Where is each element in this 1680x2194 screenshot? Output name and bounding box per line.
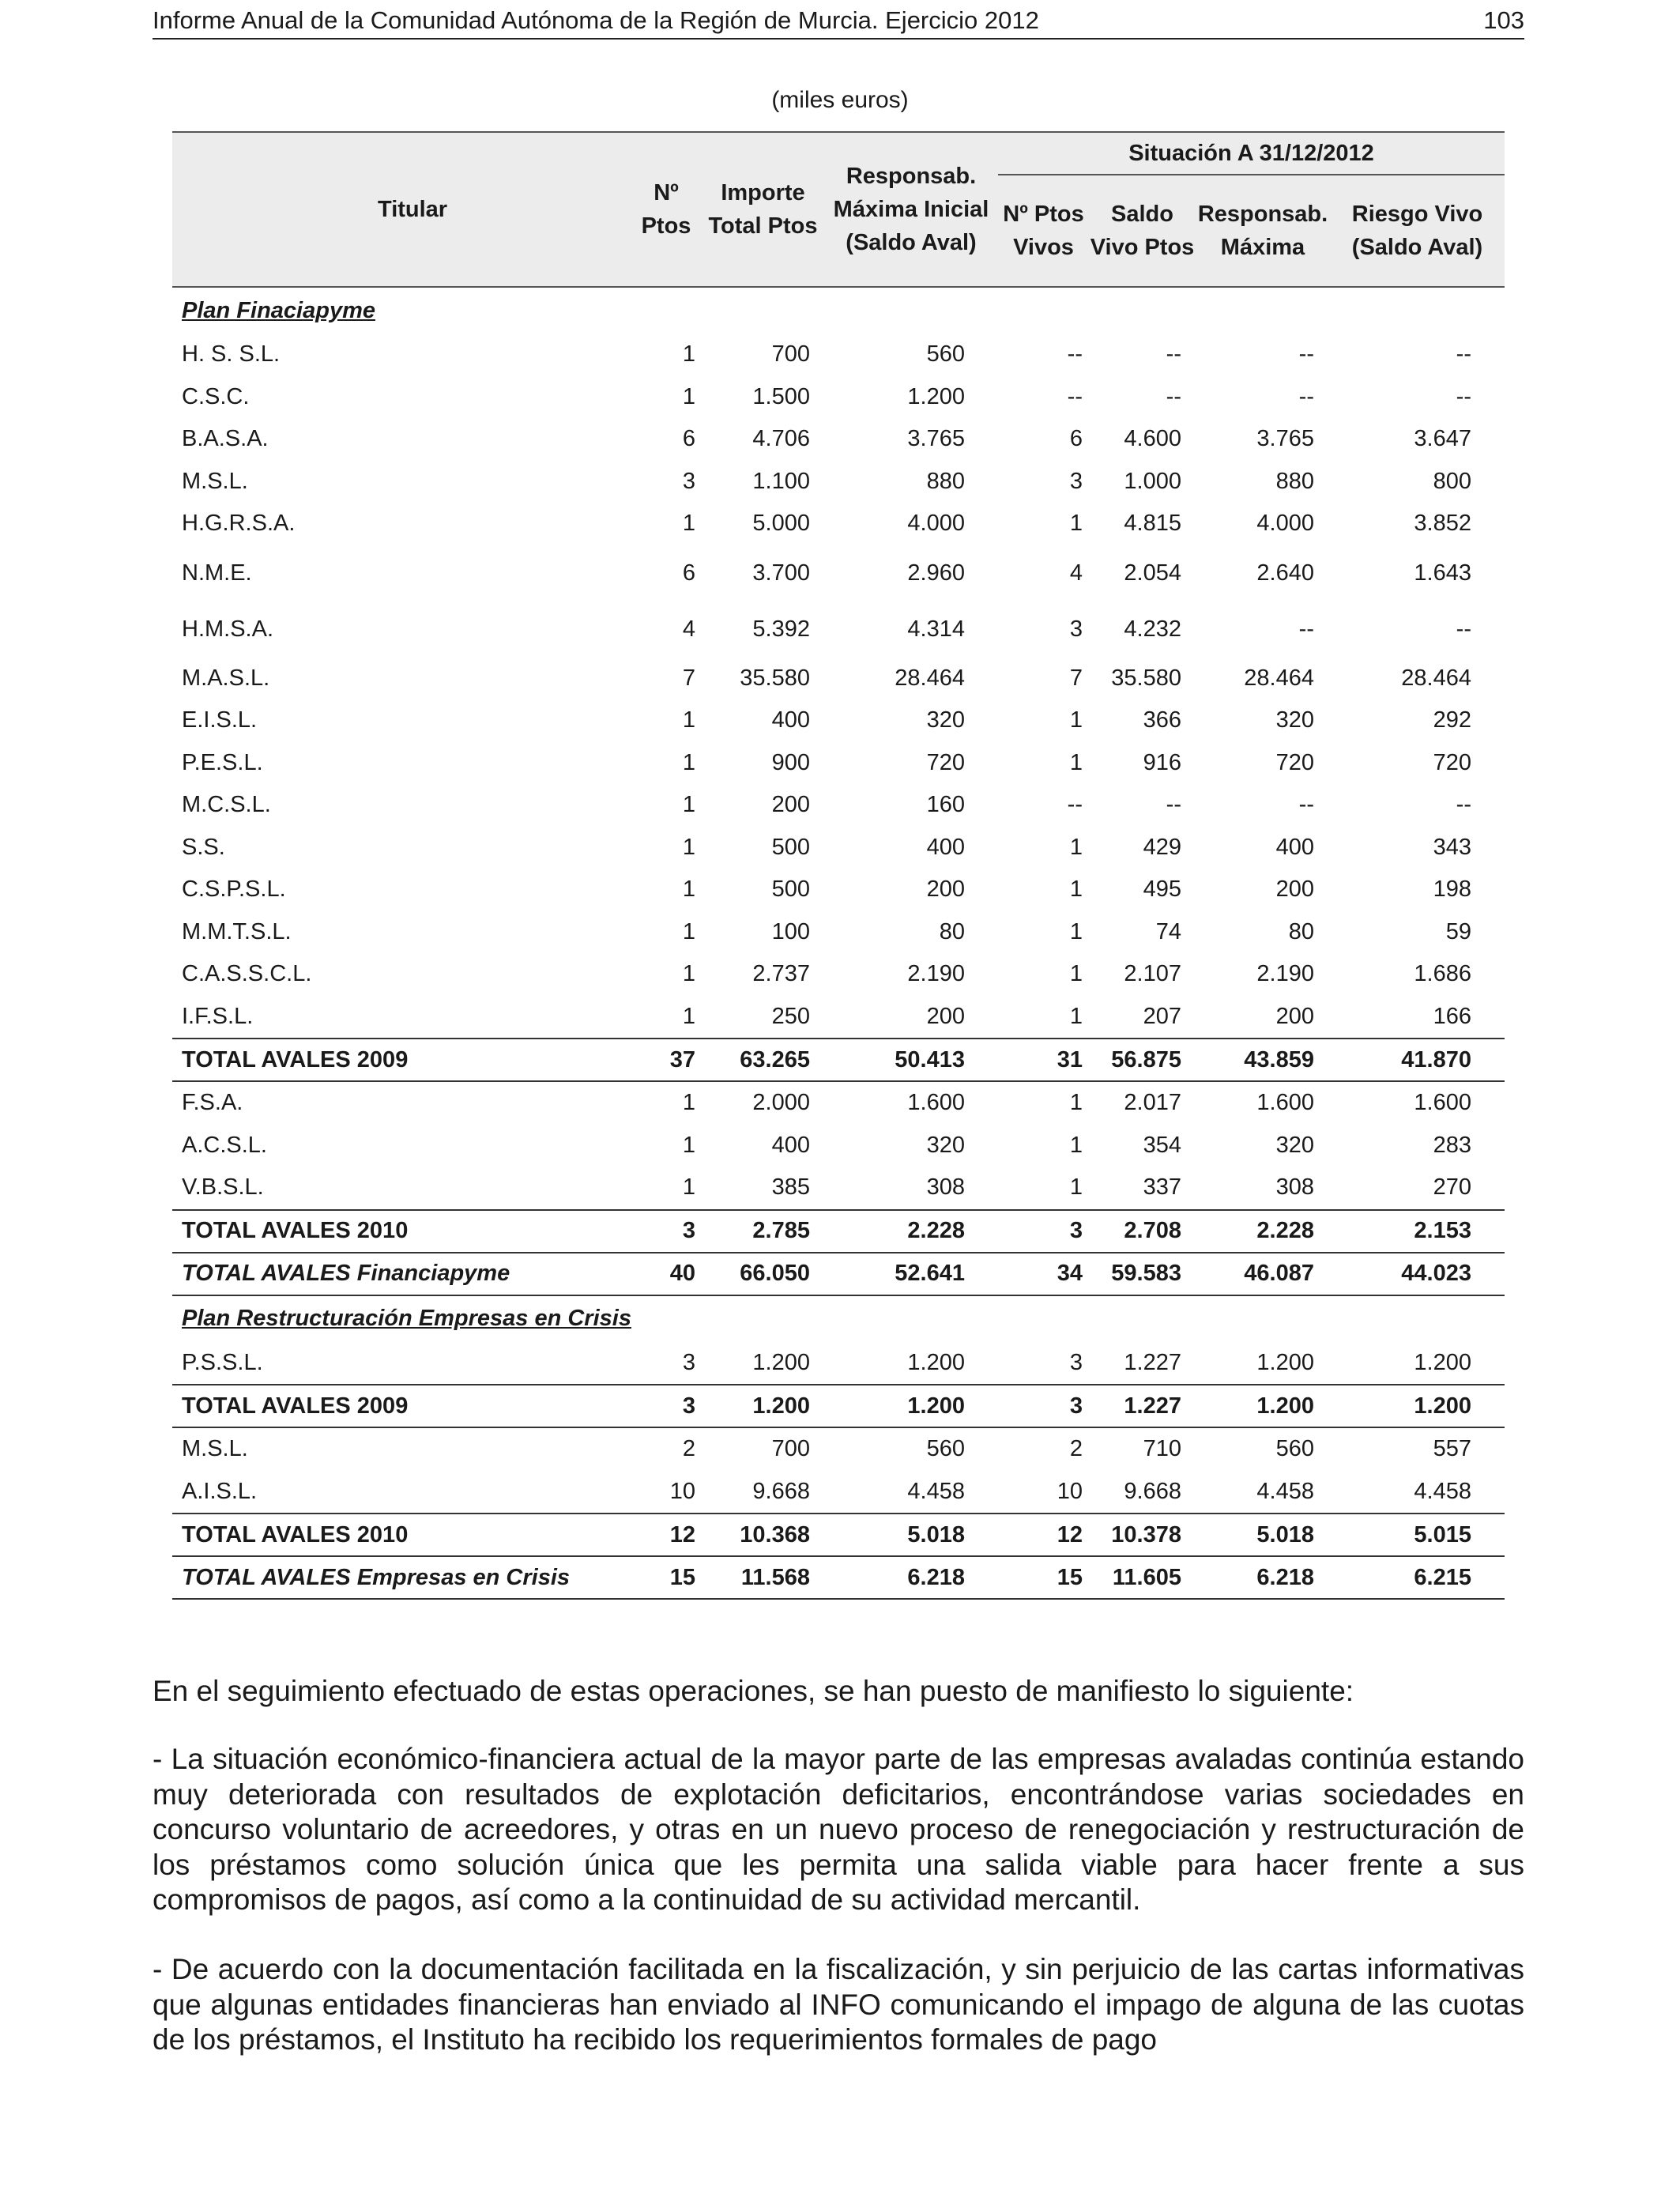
cell-n-ptos-vivos: 1 — [1069, 1003, 1083, 1029]
cell-riesgo-vivo: 1.200 — [1414, 1349, 1471, 1375]
cell-titular: A.I.S.L. — [182, 1478, 258, 1504]
cell-importe: 100 — [771, 918, 810, 944]
cell-n-ptos-vivos: 34 — [998, 1253, 1089, 1295]
cell-titular: M.S.L. — [182, 468, 248, 494]
cell-n-ptos: 40 — [631, 1253, 702, 1295]
cell-titular: P.E.S.L. — [182, 749, 263, 775]
cell-responsab-inicial: 4.314 — [907, 616, 965, 642]
cell-n-ptos: 3 — [682, 468, 695, 494]
cell-n-ptos: 3 — [631, 1385, 702, 1427]
cell-n-ptos: 1 — [682, 1132, 695, 1158]
table-row — [172, 869, 1505, 911]
cell-riesgo-vivo: 283 — [1433, 1132, 1471, 1158]
cell-n-ptos: 1 — [682, 1174, 695, 1201]
cell-saldo-vivo: 2.107 — [1124, 961, 1181, 987]
cell-riesgo-vivo: 59 — [1445, 918, 1471, 944]
cell-titular: A.C.S.L. — [182, 1132, 267, 1158]
cell-responsab-inicial: 52.641 — [824, 1253, 998, 1295]
cell-responsab-inicial: 1.200 — [907, 1349, 965, 1375]
cell-n-ptos: 1 — [682, 961, 695, 987]
cell-n-ptos: 3 — [682, 1349, 695, 1375]
table-row — [172, 1342, 1505, 1385]
cell-responsab-inicial: 160 — [926, 792, 965, 818]
cell-importe: 63.265 — [702, 1039, 824, 1081]
header-responsab-inicial: Responsab. Máxima Inicial (Saldo Aval) — [824, 132, 998, 287]
cell-saldo-vivo: 56.875 — [1089, 1039, 1196, 1081]
cell-saldo-vivo: 207 — [1143, 1003, 1181, 1029]
cell-n-ptos-vivos: 3 — [1069, 468, 1083, 494]
cell-saldo-vivo: 74 — [1155, 918, 1181, 944]
cell-n-ptos: 1 — [682, 834, 695, 860]
total-row — [172, 1385, 1505, 1427]
cell-responsab-maxima: -- — [1298, 792, 1314, 818]
cell-saldo-vivo: 1.000 — [1124, 468, 1181, 494]
cell-responsab-inicial: 4.000 — [907, 511, 965, 537]
table-row — [172, 658, 1505, 700]
cell-riesgo-vivo: 1.686 — [1414, 961, 1471, 987]
cell-responsab-maxima: 1.200 — [1196, 1385, 1330, 1427]
cell-responsab-inicial: 200 — [926, 876, 965, 903]
cell-riesgo-vivo: 28.464 — [1401, 665, 1471, 691]
cell-responsab-maxima: 320 — [1275, 707, 1314, 733]
table-body — [172, 287, 1505, 1599]
cell-riesgo-vivo: 5.015 — [1330, 1514, 1505, 1556]
cell-n-ptos-vivos: 1 — [1069, 1090, 1083, 1116]
cell-saldo-vivo: 11.605 — [1089, 1556, 1196, 1599]
cell-responsab-inicial: 80 — [939, 918, 965, 944]
cell-riesgo-vivo: 198 — [1433, 876, 1471, 903]
cell-importe: 1.100 — [752, 468, 810, 494]
cell-importe: 66.050 — [702, 1253, 824, 1295]
cell-importe: 9.668 — [752, 1478, 810, 1504]
cell-saldo-vivo: 4.815 — [1124, 511, 1181, 537]
header-responsab-maxima: Responsab. Máxima — [1196, 175, 1330, 287]
cell-responsab-maxima: -- — [1298, 341, 1314, 368]
cell-responsab-inicial: 400 — [926, 834, 965, 860]
cell-saldo-vivo: 2.017 — [1124, 1090, 1181, 1116]
cell-responsab-maxima: 720 — [1275, 749, 1314, 775]
cell-titular: TOTAL AVALES 2009 — [172, 1385, 631, 1427]
cell-riesgo-vivo: 292 — [1433, 707, 1471, 733]
cell-n-ptos: 1 — [682, 1003, 695, 1029]
cell-saldo-vivo: 495 — [1143, 876, 1181, 903]
cell-n-ptos-vivos: 1 — [1069, 918, 1083, 944]
cell-responsab-inicial: 1.600 — [907, 1090, 965, 1116]
cell-n-ptos-vivos: -- — [1067, 341, 1083, 368]
cell-saldo-vivo: 2.054 — [1124, 560, 1181, 586]
cell-n-ptos-vivos: 6 — [1069, 426, 1083, 452]
table-row — [172, 742, 1505, 785]
cell-responsab-maxima: 2.640 — [1256, 560, 1314, 586]
cell-saldo-vivo: 366 — [1143, 707, 1181, 733]
cell-responsab-maxima: 5.018 — [1196, 1514, 1330, 1556]
total-row — [172, 1210, 1505, 1253]
cell-responsab-inicial: 28.464 — [895, 665, 965, 691]
header-titular: Titular — [172, 132, 631, 287]
cell-saldo-vivo: -- — [1166, 383, 1181, 409]
cell-riesgo-vivo: -- — [1456, 383, 1471, 409]
report-title: Informe Anual de la Comunidad Autónoma de la Región de Murcia. Ejercicio 2012 — [153, 6, 1039, 34]
table-row — [172, 1125, 1505, 1167]
cell-riesgo-vivo: 41.870 — [1330, 1039, 1505, 1081]
cell-titular: M.S.L. — [182, 1436, 248, 1462]
cell-titular: TOTAL AVALES 2009 — [172, 1039, 631, 1081]
cell-titular: B.A.S.A. — [182, 426, 269, 452]
table-row — [172, 334, 1505, 376]
cell-responsab-maxima: 320 — [1275, 1132, 1314, 1158]
cell-titular: M.C.S.L. — [182, 792, 271, 818]
cell-riesgo-vivo: 1.600 — [1414, 1090, 1471, 1116]
table-row — [172, 1081, 1505, 1125]
table-row — [172, 376, 1505, 419]
cell-n-ptos: 1 — [682, 749, 695, 775]
cell-saldo-vivo: 1.227 — [1089, 1385, 1196, 1427]
table-row — [172, 461, 1505, 503]
cell-titular: S.S. — [182, 834, 225, 860]
cell-n-ptos: 2 — [682, 1436, 695, 1462]
cell-riesgo-vivo: 343 — [1433, 834, 1471, 860]
cell-n-ptos-vivos: 10 — [1057, 1478, 1083, 1504]
cell-saldo-vivo: -- — [1166, 341, 1181, 368]
cell-importe: 900 — [771, 749, 810, 775]
cell-n-ptos-vivos: -- — [1067, 383, 1083, 409]
cell-responsab-maxima: 200 — [1275, 1003, 1314, 1029]
cell-responsab-maxima: -- — [1298, 383, 1314, 409]
cell-responsab-maxima: -- — [1298, 616, 1314, 642]
cell-saldo-vivo: 35.580 — [1111, 665, 1181, 691]
cell-responsab-maxima: 1.600 — [1256, 1090, 1314, 1116]
cell-titular: M.A.S.L. — [182, 665, 270, 691]
cell-n-ptos-vivos: 1 — [1069, 1132, 1083, 1158]
cell-n-ptos-vivos: 1 — [1069, 707, 1083, 733]
cell-responsab-inicial: 4.458 — [907, 1478, 965, 1504]
cell-n-ptos-vivos: 15 — [998, 1556, 1089, 1599]
header-saldo-vivo: Saldo Vivo Ptos — [1089, 175, 1196, 287]
table-row — [172, 784, 1505, 827]
cell-responsab-inicial: 320 — [926, 707, 965, 733]
cell-responsab-maxima: 4.000 — [1256, 511, 1314, 537]
cell-n-ptos: 1 — [682, 792, 695, 818]
header-n-ptos-vivos: Nº Ptos Vivos — [998, 175, 1089, 287]
cell-n-ptos: 37 — [631, 1039, 702, 1081]
cell-responsab-inicial: 2.190 — [907, 961, 965, 987]
cell-responsab-maxima: 46.087 — [1196, 1253, 1330, 1295]
cell-responsab-inicial: 560 — [926, 341, 965, 368]
cell-importe: 400 — [771, 707, 810, 733]
cell-riesgo-vivo: 720 — [1433, 749, 1471, 775]
cell-saldo-vivo: 337 — [1143, 1174, 1181, 1201]
table-row — [172, 418, 1505, 461]
table-row — [172, 503, 1505, 545]
cell-riesgo-vivo: 3.647 — [1414, 426, 1471, 452]
cell-responsab-maxima: 560 — [1275, 1436, 1314, 1462]
table-row — [172, 1427, 1505, 1471]
cell-riesgo-vivo: 800 — [1433, 468, 1471, 494]
cell-importe: 2.000 — [752, 1090, 810, 1116]
cell-n-ptos: 1 — [682, 876, 695, 903]
cell-responsab-inicial: 1.200 — [907, 383, 965, 409]
table-row — [172, 1167, 1505, 1210]
section-title: Plan Restructuración Empresas en Crisis — [182, 1306, 631, 1331]
cell-n-ptos-vivos: 3 — [998, 1210, 1089, 1253]
cell-titular: M.M.T.S.L. — [182, 918, 292, 944]
cell-responsab-inicial: 560 — [926, 1436, 965, 1462]
page-header — [153, 5, 1524, 40]
cell-saldo-vivo: 10.378 — [1089, 1514, 1196, 1556]
cell-n-ptos: 1 — [682, 341, 695, 368]
cell-n-ptos: 7 — [682, 665, 695, 691]
cell-responsab-maxima: 2.228 — [1196, 1210, 1330, 1253]
cell-n-ptos-vivos: 2 — [1069, 1436, 1083, 1462]
cell-n-ptos-vivos: 1 — [1069, 749, 1083, 775]
header-n-ptos: Nº Ptos — [631, 132, 702, 287]
cell-importe: 385 — [771, 1174, 810, 1201]
cell-importe: 700 — [771, 1436, 810, 1462]
cell-importe: 11.568 — [702, 1556, 824, 1599]
cell-responsab-inicial: 720 — [926, 749, 965, 775]
cell-titular: E.I.S.L. — [182, 707, 258, 733]
header-situacion: Situación A 31/12/2012 — [998, 132, 1505, 175]
cell-responsab-maxima: 6.218 — [1196, 1556, 1330, 1599]
section-title: Plan Finaciapyme — [182, 297, 375, 323]
cell-n-ptos-vivos: 12 — [998, 1514, 1089, 1556]
cell-importe: 35.580 — [740, 665, 810, 691]
grand-total-row — [172, 1556, 1505, 1599]
cell-n-ptos: 12 — [631, 1514, 702, 1556]
cell-saldo-vivo: 4.600 — [1124, 426, 1181, 452]
cell-n-ptos: 6 — [682, 426, 695, 452]
cell-importe: 3.700 — [752, 560, 810, 586]
cell-importe: 5.000 — [752, 511, 810, 537]
total-row — [172, 1514, 1505, 1556]
table-row — [172, 827, 1505, 869]
cell-n-ptos-vivos: 1 — [1069, 834, 1083, 860]
cell-responsab-maxima: 43.859 — [1196, 1039, 1330, 1081]
cell-importe: 1.200 — [702, 1385, 824, 1427]
cell-n-ptos-vivos: 7 — [1069, 665, 1083, 691]
cell-titular: H. S. S.L. — [182, 341, 281, 368]
cell-importe: 400 — [771, 1132, 810, 1158]
cell-titular: TOTAL AVALES Financiapyme — [172, 1253, 631, 1295]
cell-importe: 500 — [771, 834, 810, 860]
cell-saldo-vivo: 9.668 — [1124, 1478, 1181, 1504]
cell-riesgo-vivo: 1.200 — [1330, 1385, 1505, 1427]
cell-importe: 10.368 — [702, 1514, 824, 1556]
cell-saldo-vivo: 354 — [1143, 1132, 1181, 1158]
table-row — [172, 545, 1505, 601]
cell-riesgo-vivo: 1.643 — [1414, 560, 1471, 586]
cell-n-ptos-vivos: 1 — [1069, 1174, 1083, 1201]
section-title-row — [172, 1295, 1505, 1342]
cell-n-ptos-vivos: 3 — [1069, 616, 1083, 642]
header-importe: Importe Total Ptos — [702, 132, 824, 287]
cell-responsab-maxima: 880 — [1275, 468, 1314, 494]
cell-riesgo-vivo: 2.153 — [1330, 1210, 1505, 1253]
cell-n-ptos: 6 — [682, 560, 695, 586]
cell-saldo-vivo: 1.227 — [1124, 1349, 1181, 1375]
cell-riesgo-vivo: 166 — [1433, 1003, 1471, 1029]
cell-n-ptos: 1 — [682, 707, 695, 733]
cell-responsab-inicial: 3.765 — [907, 426, 965, 452]
cell-responsab-inicial: 6.218 — [824, 1556, 998, 1599]
cell-saldo-vivo: -- — [1166, 792, 1181, 818]
cell-saldo-vivo: 710 — [1143, 1436, 1181, 1462]
cell-saldo-vivo: 429 — [1143, 834, 1181, 860]
cell-responsab-maxima: 200 — [1275, 876, 1314, 903]
cell-n-ptos-vivos: -- — [1067, 792, 1083, 818]
cell-n-ptos: 1 — [682, 918, 695, 944]
total-row — [172, 1039, 1505, 1081]
point-1-paragraph: - La situación económico-financiera actual de la mayor parte de las empresas avaladas continúa estando muy deteriorada con resultados de explotación deficitarios, encontrándose varias sociedades en concurso voluntario de acreedores, y otras en un nuevo proceso de renegociación y restructuración de los préstamos como solución única que les permita una salida viable para hacer frente a sus compromisos de pagos, así como a la continuidad de su actividad mercantil. — [153, 1743, 1524, 1916]
cell-n-ptos: 10 — [669, 1478, 695, 1504]
cell-titular: TOTAL AVALES 2010 — [172, 1210, 631, 1253]
table-row — [172, 601, 1505, 658]
cell-responsab-inicial: 320 — [926, 1132, 965, 1158]
cell-n-ptos-vivos: 1 — [1069, 961, 1083, 987]
cell-responsab-inicial: 1.200 — [824, 1385, 998, 1427]
cell-titular: H.M.S.A. — [182, 616, 274, 642]
table-row — [172, 996, 1505, 1039]
cell-riesgo-vivo: -- — [1456, 616, 1471, 642]
cell-responsab-maxima: 400 — [1275, 834, 1314, 860]
cell-importe: 1.200 — [752, 1349, 810, 1375]
cell-n-ptos: 15 — [631, 1556, 702, 1599]
cell-importe: 2.785 — [702, 1210, 824, 1253]
cell-responsab-inicial: 2.960 — [907, 560, 965, 586]
table-row — [172, 953, 1505, 996]
cell-riesgo-vivo: -- — [1456, 792, 1471, 818]
cell-n-ptos: 4 — [682, 616, 695, 642]
cell-titular: F.S.A. — [182, 1090, 243, 1116]
cell-titular: TOTAL AVALES 2010 — [172, 1514, 631, 1556]
cell-titular: C.A.S.S.C.L. — [182, 961, 312, 987]
intro-paragraph: En el seguimiento efectuado de estas operaciones, se han puesto de manifiesto lo siguiente: — [153, 1675, 1354, 1707]
cell-titular: TOTAL AVALES Empresas en Crisis — [172, 1556, 631, 1599]
cell-responsab-inicial: 200 — [926, 1003, 965, 1029]
cell-responsab-maxima: 1.200 — [1256, 1349, 1314, 1375]
cell-riesgo-vivo: 44.023 — [1330, 1253, 1505, 1295]
cell-responsab-maxima: 80 — [1288, 918, 1314, 944]
cell-titular: P.S.S.L. — [182, 1349, 263, 1375]
cell-n-ptos-vivos: 31 — [998, 1039, 1089, 1081]
cell-riesgo-vivo: 3.852 — [1414, 511, 1471, 537]
cell-saldo-vivo: 916 — [1143, 749, 1181, 775]
cell-importe: 2.737 — [752, 961, 810, 987]
cell-responsab-maxima: 2.190 — [1256, 961, 1314, 987]
cell-n-ptos-vivos: 3 — [998, 1385, 1089, 1427]
cell-n-ptos-vivos: 1 — [1069, 876, 1083, 903]
cell-saldo-vivo: 59.583 — [1089, 1253, 1196, 1295]
cell-responsab-maxima: 28.464 — [1244, 665, 1314, 691]
cell-importe: 700 — [771, 341, 810, 368]
cell-titular: C.S.P.S.L. — [182, 876, 286, 903]
cell-responsab-maxima: 3.765 — [1256, 426, 1314, 452]
cell-importe: 1.500 — [752, 383, 810, 409]
cell-riesgo-vivo: 6.215 — [1330, 1556, 1505, 1599]
table-units-caption: (miles euros) — [771, 87, 909, 113]
cell-responsab-inicial: 50.413 — [824, 1039, 998, 1081]
cell-riesgo-vivo: 557 — [1433, 1436, 1471, 1462]
cell-responsab-maxima: 4.458 — [1256, 1478, 1314, 1504]
cell-responsab-maxima: 308 — [1275, 1174, 1314, 1201]
grand-total-row — [172, 1253, 1505, 1295]
cell-titular: N.M.E. — [182, 560, 252, 586]
cell-titular: I.F.S.L. — [182, 1003, 254, 1029]
cell-titular: H.G.R.S.A. — [182, 511, 296, 537]
cell-n-ptos-vivos: 4 — [1069, 560, 1083, 586]
cell-importe: 500 — [771, 876, 810, 903]
cell-n-ptos: 1 — [682, 511, 695, 537]
cell-responsab-inicial: 5.018 — [824, 1514, 998, 1556]
cell-responsab-inicial: 2.228 — [824, 1210, 998, 1253]
cell-importe: 250 — [771, 1003, 810, 1029]
table-row — [172, 911, 1505, 954]
guarantees-table — [172, 131, 1505, 1600]
cell-responsab-inicial: 880 — [926, 468, 965, 494]
cell-saldo-vivo: 2.708 — [1089, 1210, 1196, 1253]
cell-titular: C.S.C. — [182, 383, 250, 409]
cell-n-ptos: 3 — [631, 1210, 702, 1253]
section-title-row — [172, 287, 1505, 334]
cell-n-ptos-vivos: 1 — [1069, 511, 1083, 537]
cell-n-ptos: 1 — [682, 1090, 695, 1116]
cell-importe: 4.706 — [752, 426, 810, 452]
table-row — [172, 699, 1505, 742]
cell-riesgo-vivo: -- — [1456, 341, 1471, 368]
cell-n-ptos: 1 — [682, 383, 695, 409]
cell-responsab-inicial: 308 — [926, 1174, 965, 1201]
header-riesgo-vivo: Riesgo Vivo (Saldo Aval) — [1330, 175, 1505, 287]
cell-titular: V.B.S.L. — [182, 1174, 264, 1201]
page-number: 103 — [1483, 6, 1524, 34]
cell-importe: 5.392 — [752, 616, 810, 642]
cell-importe: 200 — [771, 792, 810, 818]
table-row — [172, 1471, 1505, 1514]
point-2-paragraph: - De acuerdo con la documentación facilitada en la fiscalización, y sin perjuicio de las cartas informativas que algunas entidades financieras han enviado al INFO comunicando el impago de alguna de las cuotas de los préstamos, el Instituto ha recibido los requerimientos formales de pago — [153, 1953, 1524, 2056]
cell-riesgo-vivo: 270 — [1433, 1174, 1471, 1201]
cell-saldo-vivo: 4.232 — [1124, 616, 1181, 642]
cell-riesgo-vivo: 4.458 — [1414, 1478, 1471, 1504]
cell-n-ptos-vivos: 3 — [1069, 1349, 1083, 1375]
